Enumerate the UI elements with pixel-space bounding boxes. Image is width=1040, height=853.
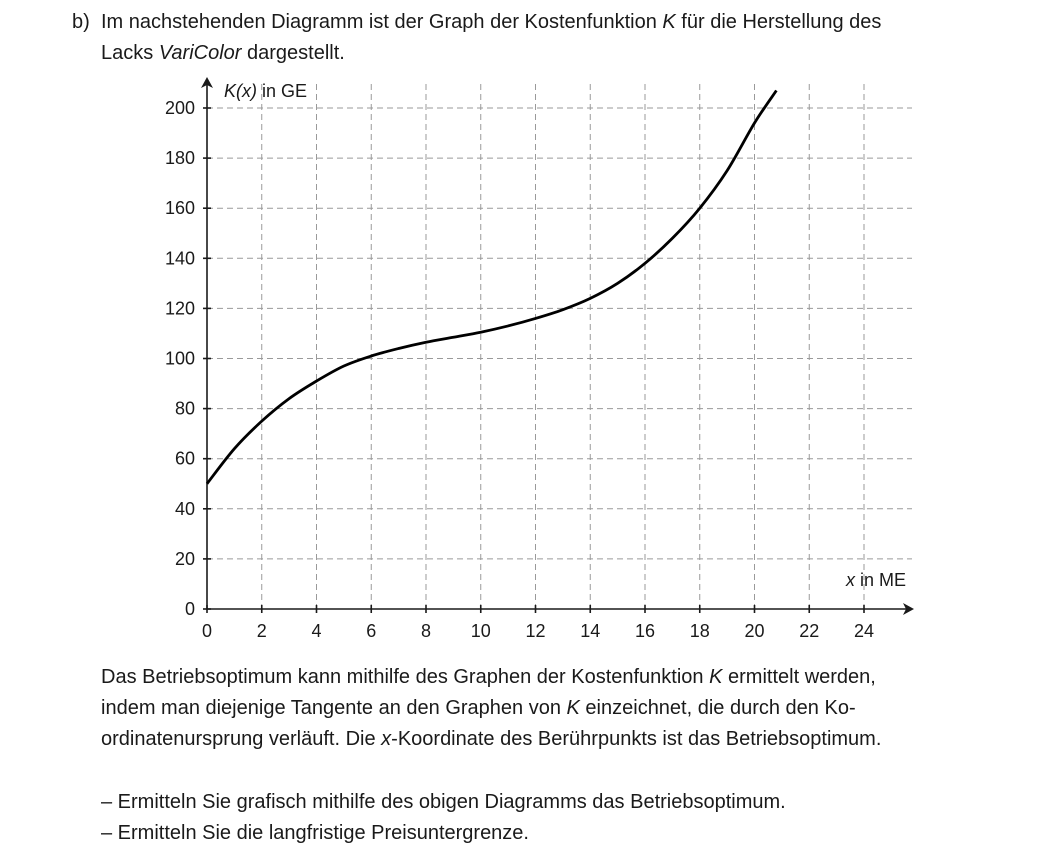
x-tick-label: 14 — [580, 621, 601, 641]
task-label: b) — [72, 11, 90, 33]
x-tick-label: 24 — [853, 621, 875, 641]
x-tick-label: 0 — [201, 621, 213, 641]
y-tick-label: 80 — [174, 398, 195, 419]
x-tick-label: 20 — [744, 621, 765, 641]
x-tick-label: 16 — [634, 621, 656, 641]
cost-curve — [207, 90, 776, 483]
y-tick-label: 100 — [164, 348, 195, 369]
task-intro-text: Im nachstehenden Diagramm ist der Graph der Kostenfunktion K für die Herstellung des Lacks VariColor dargestellt. — [101, 11, 882, 64]
x-axis-title: x in ME — [845, 570, 906, 590]
x-tick-label: 8 — [420, 621, 432, 641]
chart-grid — [207, 84, 912, 609]
y-tick-label: 120 — [164, 298, 195, 319]
product-name: VariColor — [158, 42, 242, 64]
y-tick-label: 140 — [164, 248, 195, 269]
x-tick-labels — [202, 605, 874, 641]
explanation-paragraph: Das Betriebsoptimum kann mithilfe des Graphen der Kostenfunktion K ermittelt werden, indem man diejenige Tangente an den Graphen von K einzeichnet, die durch den Ko- ordinatenursprung verläuft. Die x-Koordinate des Berührpunkts ist das Betriebsoptimum. — [101, 666, 882, 750]
x-tick-label: 6 — [366, 621, 377, 641]
x-tick-label: 18 — [689, 621, 710, 641]
y-tick-label: 0 — [184, 599, 195, 619]
x-tick-label: 4 — [311, 621, 322, 641]
task-bullet-1: – Ermitteln Sie grafisch mithilfe des obigen Diagramms das Betriebsoptimum. — [101, 791, 786, 813]
y-tick-label: 60 — [174, 448, 195, 469]
x-tick-label: 10 — [470, 621, 491, 641]
y-tick-label: 200 — [164, 98, 195, 118]
y-tick-labels — [165, 98, 211, 619]
task-list — [101, 787, 1001, 849]
task-bullet-2: – Ermitteln Sie die langfristige Preisuntergrenze. — [101, 822, 529, 844]
y-tick-label: 180 — [164, 148, 195, 169]
x-tick-label: 12 — [525, 621, 546, 641]
y-axis-title: K(x) in GE — [224, 81, 308, 101]
x-tick-label: 2 — [256, 621, 267, 641]
y-tick-label: 20 — [174, 548, 195, 569]
x-tick-label: 22 — [799, 621, 820, 641]
y-tick-label: 40 — [174, 498, 195, 519]
y-tick-label: 160 — [164, 198, 195, 219]
